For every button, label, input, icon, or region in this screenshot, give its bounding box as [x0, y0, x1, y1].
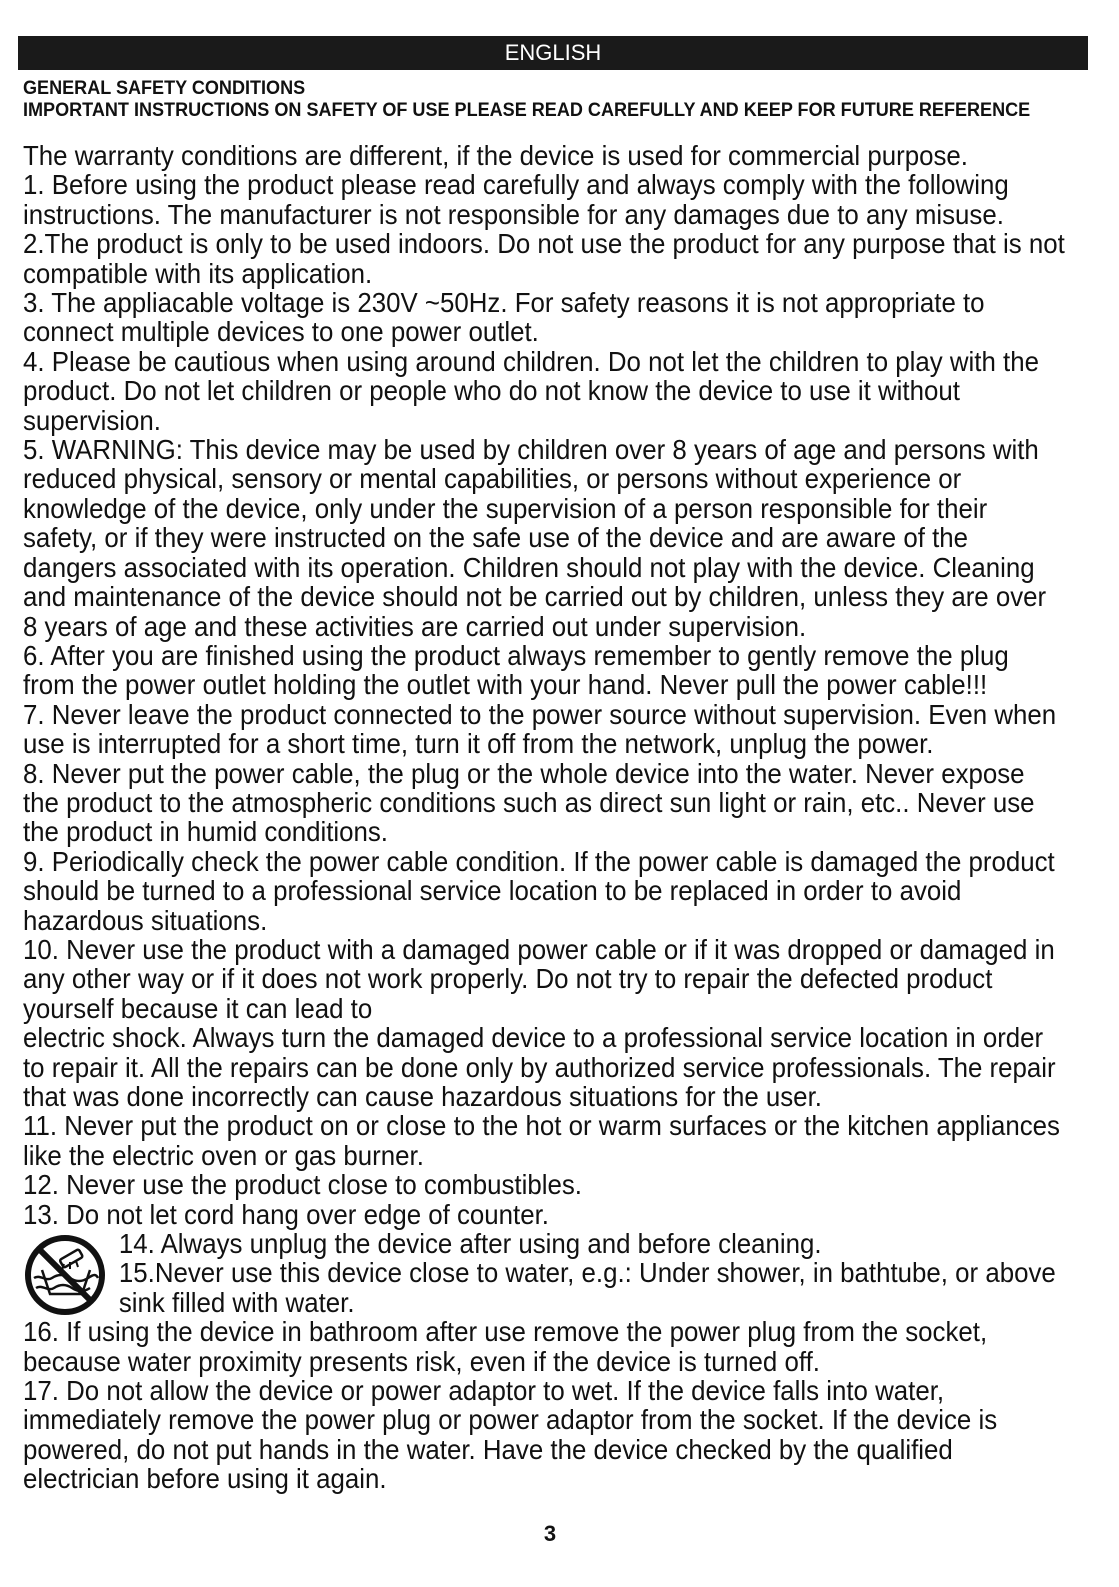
instruction-item: 14. Always unplug the device after using and before cleaning.	[118, 1228, 822, 1260]
instruction-item: 4. Please be cautious when using around children. Do not let the children to play with the product. Do not let children or people who do not know the device to use it without supervision.	[23, 345, 1039, 436]
instruction-item: 7. Never leave the product connected to the power source without supervision. Even when use is interrupted for a short time, turn it off from the network, unplug the power.	[23, 698, 1057, 760]
instruction-item: 5. WARNING: This device may be used by children over 8 years of age and persons with reduced physical, sensory or mental capabilities, or persons without experience or knowledge of the device, only under the supervision of a person responsible for their safety, or if they were instructed on the safe use of the device and are aware of the dangers associated with its operation. Children should not play with the device. Cleaning and maintenance of the device should not be carried out by children, unless they are over 8 years of age and these activities are carried out under supervision.	[23, 434, 1047, 642]
section-headings	[23, 78, 1040, 122]
instruction-item: 6. After you are finished using the product always remember to gently remove the plug from the power outlet holding the outlet with your hand. Never pull the power cable!!!	[23, 639, 1009, 701]
instruction-item: 12. Never use the product close to combustibles.	[23, 1169, 582, 1201]
language-banner: ENGLISH	[18, 36, 1088, 70]
instruction-item: 15.Never use this device close to water, e.g.: Under shower, in bathtube, or above sink filled with water.	[118, 1257, 1056, 1318]
warranty-note: The warranty conditions are different, if the device is used for commercial purpose.	[23, 140, 968, 171]
page-number: 3	[543, 1521, 557, 1546]
no-water-icon	[24, 1234, 106, 1316]
instruction-item: 8. Never put the power cable, the plug or the whole device into the water. Never expose the product to the atmospheric conditions such as direct sun light or rain, etc.. Never use the product in humid conditions.	[23, 757, 1035, 848]
section-title: GENERAL SAFETY CONDITIONS	[23, 78, 306, 99]
instruction-item: 17. Do not allow the device or power adaptor to wet. If the device falls into water, immediately remove the power plug or power adaptor from the socket. If the device is powered, do not put hands in the water. Have the device checked by the qualified electrician before using it again.	[23, 1375, 998, 1495]
instruction-item: 9. Periodically check the power cable condition. If the power cable is damaged the product should be turned to a professional service location to be replaced in order to avoid hazardous situations.	[23, 845, 1055, 936]
instruction-item: 10. Never use the product with a damaged power cable or if it was dropped or damaged in any other way or if it does not work properly. Do not try to repair the defected product yourself because it can lead to	[23, 933, 1055, 1024]
instruction-item: 3. The appliacable voltage is 230V ~50Hz. For safety reasons it is not appropriate to connect multiple devices to one power outlet.	[23, 287, 985, 348]
instruction-item: 13. Do not let cord hang over edge of counter.	[23, 1198, 549, 1230]
instruction-item: 11. Never put the product on or close to the hot or warm surfaces or the kitchen appliances like the electric oven or gas burner.	[23, 1110, 1060, 1171]
instruction-item: electric shock. Always turn the damaged device to a professional service location in order to repair it. All the repairs can be done only by authorized service professionals. The repair that was done incorrectly can cause hazardous situations for the user.	[23, 1022, 1056, 1112]
instruction-item: 2.The product is only to be used indoors. Do not use the product for any purpose that is not compatible with its application.	[23, 228, 1065, 289]
safety-instructions	[23, 141, 1066, 1494]
instruction-item: 1. Before using the product please read carefully and always comply with the following instructions. The manufacturer is not responsible for any damages due to any misuse.	[23, 169, 1009, 230]
instruction-item: 16. If using the device in bathroom after use remove the power plug from the socket, because water proximity presents risk, even if the device is turned off.	[23, 1316, 988, 1377]
section-subtitle: IMPORTANT INSTRUCTIONS ON SAFETY OF USE PLEASE READ CAREFULLY AND KEEP FOR FUTURE REFERENCE	[23, 100, 1031, 121]
